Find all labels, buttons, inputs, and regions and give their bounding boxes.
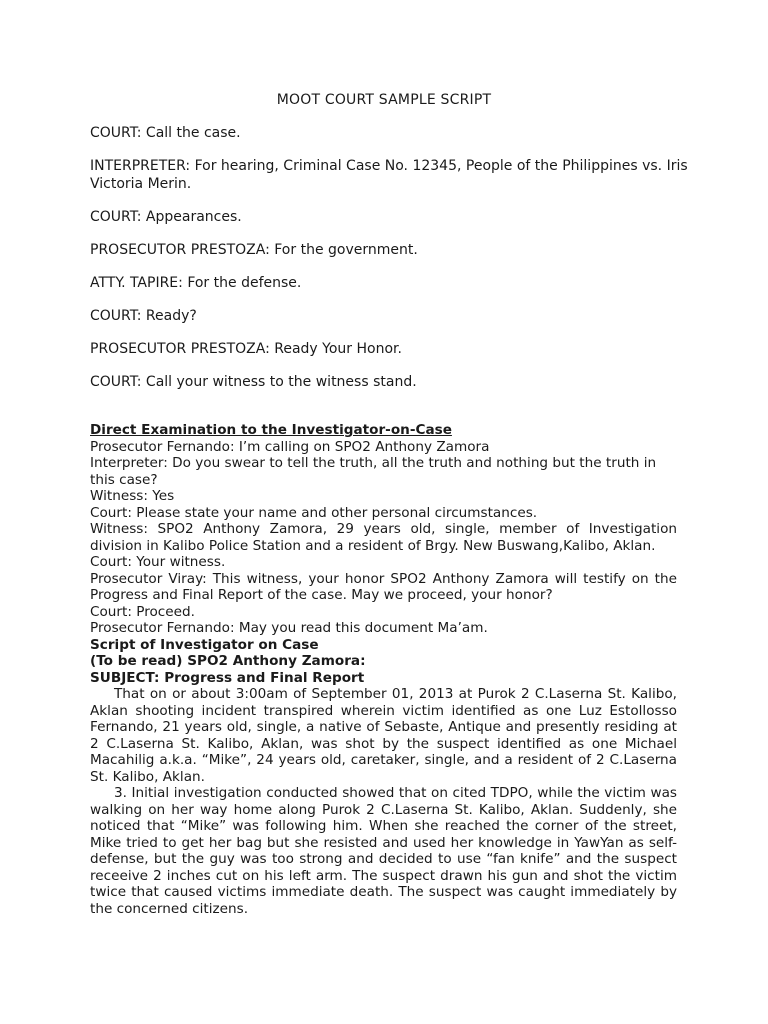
dialogue-line: COURT: Ready? — [90, 308, 197, 324]
exam-line: Prosecutor Fernando: I’m calling on SPO2 Anthony Zamora — [90, 438, 490, 455]
script-heading: Script of Investigator on Case — [90, 636, 319, 653]
dialogue-line: COURT: Appearances. — [90, 209, 242, 225]
exam-line: Court: Proceed. — [90, 603, 195, 620]
exam-line: Witness: Yes — [90, 488, 175, 504]
opening-dialogue — [90, 124, 690, 391]
report-paragraph-2: 3. Initial investigation conducted showed that on cited TDPO, while the victim was walking on her way home along Purok 2 C.Laserna St. Kalibo, Aklan. Suddenly, she noticed that “Mike” was following him. When she reached the corner of the street, Mike tried to get her bag but she resisted and used her knowledge in YawYan as self-defense, but the guy was too strong and decided to use “fan knife” and the suspect receeive 2 inches cut on his left arm. The suspect drawn his gun and shot the victim twice that caused victims immediate death. The suspect was caught immediately by the concerned citizens. — [90, 785, 677, 917]
document-title: MOOT COURT SAMPLE SCRIPT — [276, 92, 492, 108]
exam-line: Prosecutor Viray: This witness, your honor SPO2 Anthony Zamora will testify on the Progress and Final Report of the case. May we proceed, your honor? — [90, 570, 677, 603]
dialogue-line: PROSECUTOR PRESTOZA: Ready Your Honor. — [90, 341, 402, 357]
dialogue-line: COURT: Call your witness to the witness stand. — [90, 374, 417, 390]
direct-examination-section — [90, 422, 677, 917]
script-reader: (To be read) SPO2 Anthony Zamora: — [90, 653, 366, 669]
exam-line: Interpreter: Do you swear to tell the truth, all the truth and nothing but the truth in this case? — [90, 455, 657, 488]
dialogue-line: PROSECUTOR PRESTOZA: For the government. — [90, 242, 418, 258]
report-subject: SUBJECT: Progress and Final Report — [90, 669, 365, 686]
section-heading: Direct Examination to the Investigator-on-Case — [90, 422, 452, 438]
exam-line: Prosecutor Fernando: May you read this document Ma’am. — [90, 620, 488, 636]
dialogue-line: COURT: Call the case. — [90, 125, 241, 141]
exam-line: Court: Your witness. — [90, 554, 226, 570]
dialogue-line: INTERPRETER: For hearing, Criminal Case No. 12345, People of the Philippines vs. Iris Victoria Merin. — [90, 158, 688, 192]
report-paragraph-1: That on or about 3:00am of September 01, 2013 at Purok 2 C.Laserna St. Kalibo, Aklan shooting incident transpired wherein victim identified as one Luz Estollosso Fernando, 21 years old, single, a native of Sebaste, Antique and presently residing at 2 C.Laserna St. Kalibo, Aklan, was shot by the suspect identified as one Michael Macahilig a.k.a. “Mike”, 24 years old, caretaker, single, and a resident of 2 C.Laserna St. Kalibo, Aklan. — [90, 686, 677, 785]
exam-line: Witness: SPO2 Anthony Zamora, 29 years old, single, member of Investigation division in Kalibo Police Station and a resident of Brgy. New Buswang,Kalibo, Aklan. — [90, 521, 677, 554]
dialogue-line: ATTY. TAPIRE: For the defense. — [90, 275, 302, 291]
exam-line: Court: Please state your name and other personal circumstances. — [90, 504, 538, 521]
